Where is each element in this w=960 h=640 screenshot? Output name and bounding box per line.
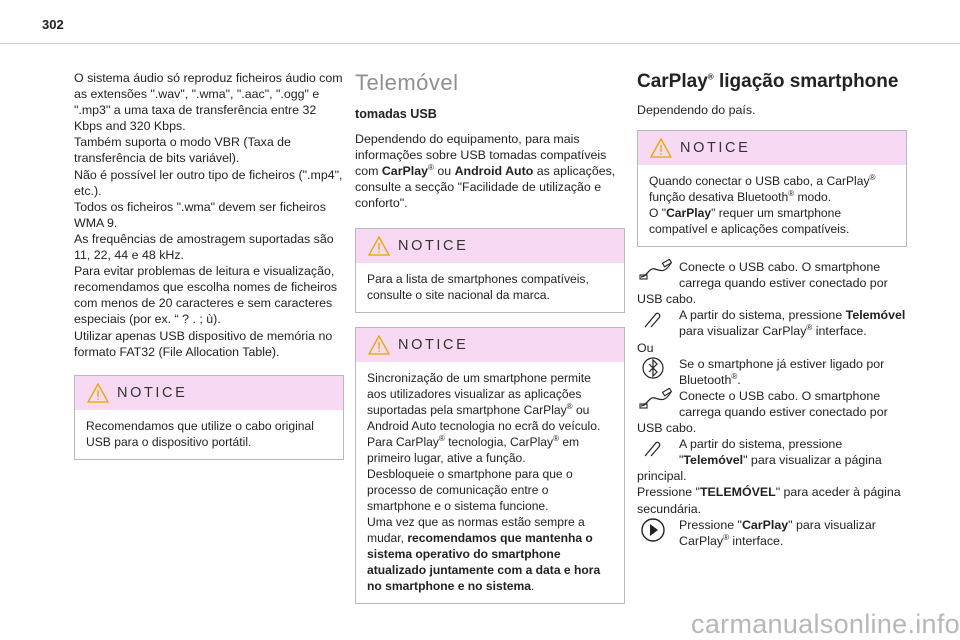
paragraph: Também suporta o modo VBR (Taxa de transferência de bits variável).: [74, 135, 291, 166]
carplay-icon: [639, 517, 673, 539]
step-usb-connect: Conecte o USB cabo. O smartphone carrega quando estiver conectado por USB cabo.: [637, 388, 888, 436]
notice-text: Quando conectar o USB cabo, a CarPlay® função desativa Bluetooth® modo. O "CarPlay" requer um smartphone compatível e aplicações compatíveis.: [649, 173, 876, 237]
notice-title: NOTICE: [398, 237, 469, 254]
step-bluetooth: Se o smartphone já estiver ligado por Bluetooth®.: [637, 356, 907, 388]
notice-text: Sincronização de um smartphone permite aos utilizadores visualizar as aplicações suportadas pela smartphone CarPlay® ou Android Auto tecnologia no ecrã do veículo. Para CarPlay® tecnologia, CarPlay® em primeiro lugar, ative a função. Desbloqueie o smartphone para que o processo de comunicação entre o smartphone e o sistema funcione. Uma vez que as normas estão sempre a mudar, recomendamos que mantenha o sistema operativo do smartphone atualizado juntamente com a data e hora no smartphone e no sistema.: [367, 370, 601, 593]
paragraph: Dependendo do país.: [637, 103, 756, 117]
notice-box: [355, 228, 625, 313]
notice-title: NOTICE: [117, 384, 188, 401]
bluetooth-icon: [639, 356, 673, 378]
paragraph: Não é possível ler outro tipo de ficheiros (".mp4", etc.).: [74, 167, 343, 198]
paragraph: Ou: [637, 340, 654, 355]
paragraph: Utilizar apenas USB dispositivo de memória no formato FAT32 (File Allocation Table).: [74, 328, 333, 359]
section-title: CarPlay® ligação smartphone: [637, 71, 899, 92]
notice-header: [638, 131, 906, 165]
paragraph: Pressione "TELEMÓVEL" para aceder à página secundária.: [637, 485, 901, 516]
warning-icon: [368, 236, 390, 256]
notice-header: [75, 376, 343, 410]
warning-icon: [650, 138, 672, 158]
notice-box: [637, 130, 907, 247]
paragraph: Para evitar problemas de leitura e visualização, recomendamos que escolha nomes de ficheiros com menos de 20 caracteres e sem caracteres especiais (por ex. “ ? . ; ù).: [74, 264, 338, 327]
column-1: [74, 70, 344, 460]
usb-cable-icon: [639, 388, 673, 410]
step-usb-connect: Conecte o USB cabo. O smartphone carrega quando estiver conectado por USB cabo.: [637, 260, 888, 307]
step-press-phone: A partir do sistema, pressione "Telemóvel" para visualizar a página principal.: [637, 437, 882, 484]
subsection-title: tomadas USB: [355, 107, 437, 121]
paragraph: Todos os ficheiros ".wma" devem ser ficheiros WMA 9.: [74, 199, 326, 230]
paragraph: As frequências de amostragem suportadas são 11, 22, 44 e 48 kHz.: [74, 231, 334, 263]
step-press-phone: A partir do sistema, pressione Telemóvel para visualizar CarPlay® interface.: [637, 307, 907, 339]
warning-icon: [87, 383, 109, 403]
notice-header: [356, 229, 624, 263]
touch-tap-icon: [639, 436, 673, 458]
warning-icon: [368, 335, 390, 355]
notice-text: Recomendamos que utilize o cabo original USB para o dispositivo portátil.: [86, 418, 314, 449]
notice-box: [74, 375, 344, 460]
column-3: [637, 70, 907, 549]
usb-cable-icon: [639, 259, 673, 281]
notice-box: [355, 327, 625, 604]
notice-text: Para a lista de smartphones compatíveis, consulte o site nacional da marca.: [367, 271, 589, 302]
paragraph: Dependendo do equipamento, para mais informações sobre USB tomadas compatíveis com CarPlay® ou Android Auto as aplicações, consulte a secção "Facilidade de utilização e conforto".: [355, 132, 616, 211]
page-number: 302: [42, 17, 64, 32]
paragraph: O sistema áudio só reproduz ficheiros áudio com as extensões ".wav", ".wma", ".aac", ".ogg" e ".mp3" a uma taxa de transferência entre 32 Kbps and 320 Kbps.: [74, 71, 343, 134]
step-press-carplay: Pressione "CarPlay" para visualizar CarPlay® interface.: [637, 517, 907, 549]
watermark: carmanualsonline.info: [691, 609, 960, 639]
notice-header: [356, 328, 624, 362]
section-title: Telemóvel: [355, 70, 459, 95]
notice-title: NOTICE: [398, 336, 469, 353]
header-divider: [0, 43, 960, 44]
touch-tap-icon: [639, 307, 673, 329]
column-2: [355, 70, 625, 604]
notice-title: NOTICE: [680, 140, 751, 157]
